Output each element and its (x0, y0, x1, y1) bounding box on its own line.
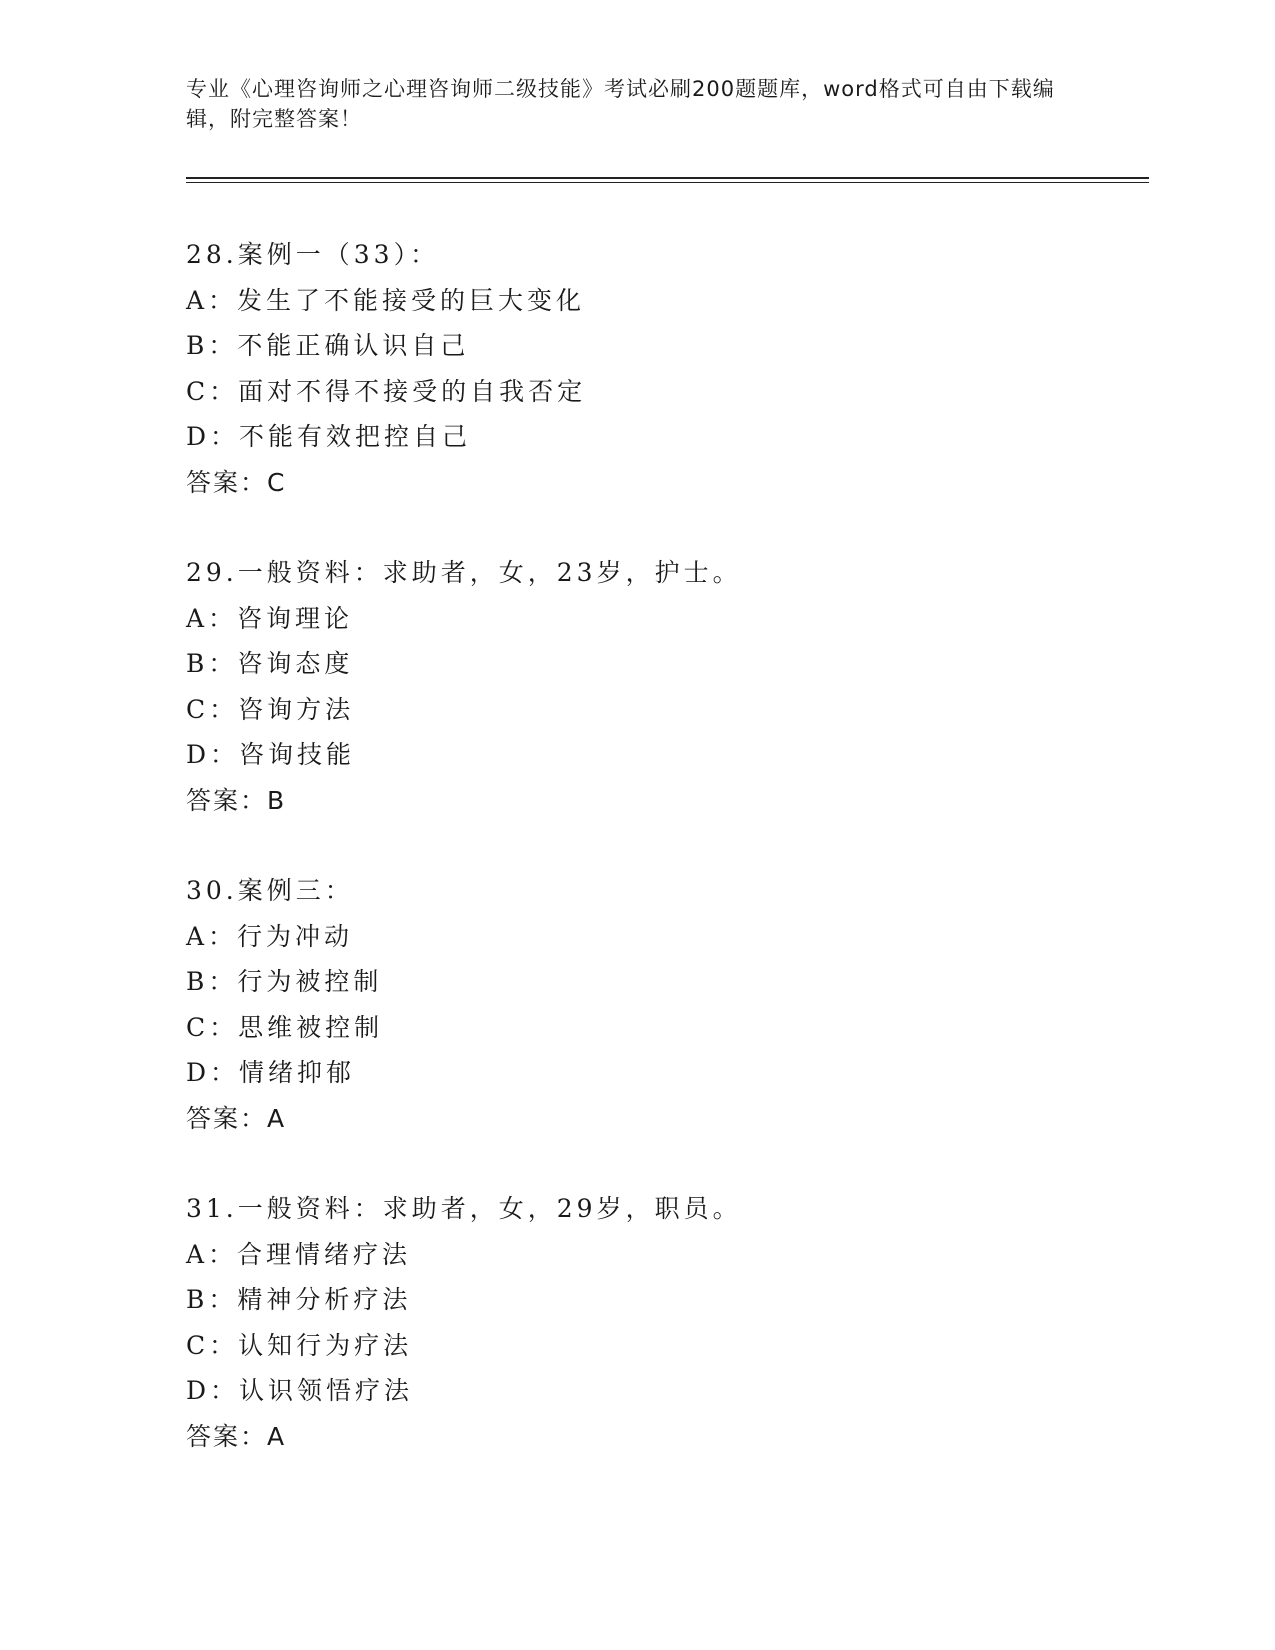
option-c: C：咨询方法 (186, 694, 355, 724)
option-d: D：认识领悟疗法 (186, 1376, 414, 1405)
option-a: A：行为冲动 (186, 921, 354, 951)
option-b: B：咨询态度 (186, 649, 354, 678)
option-b: B：精神分析疗法 (186, 1285, 412, 1314)
option-d: D：咨询技能 (186, 740, 356, 769)
option-d: D：情绪抑郁 (186, 1058, 356, 1087)
option-d: D：不能有效把控自己 (186, 422, 472, 451)
option-a: A：发生了不能接受的巨大变化 (186, 285, 586, 315)
question-stem: 29.一般资料：求助者，女，23岁，护士。 (186, 558, 742, 587)
question-28 (186, 232, 1086, 505)
header-rule-top (186, 177, 1149, 179)
question-stem: 28.案例一（33）： (186, 240, 440, 269)
option-c: C：面对不得不接受的自我否定 (186, 376, 587, 406)
answer-line: 答案：A (186, 1103, 287, 1133)
header-rule-bottom (186, 182, 1149, 183)
question-31 (186, 1186, 1086, 1459)
option-b: B：行为被控制 (186, 967, 383, 996)
document-header: 专业《心理咨询师之心理咨询师二级技能》考试必刷200题题库，word格式可自由下载编辑，附完整答案！ (186, 77, 1055, 131)
question-stem: 31.一般资料：求助者，女，29岁，职员。 (186, 1194, 742, 1223)
answer-line: 答案：C (186, 467, 287, 497)
answer-line: 答案：A (186, 1421, 287, 1451)
option-a: A：咨询理论 (186, 603, 354, 633)
question-stem: 30.案例三： (186, 876, 354, 905)
option-a: A：合理情绪疗法 (186, 1239, 412, 1269)
question-30 (186, 868, 1086, 1141)
question-29 (186, 550, 1086, 823)
option-c: C：认知行为疗法 (186, 1330, 413, 1360)
answer-line: 答案：B (186, 785, 287, 815)
option-c: C：思维被控制 (186, 1012, 384, 1042)
option-b: B：不能正确认识自己 (186, 331, 470, 360)
